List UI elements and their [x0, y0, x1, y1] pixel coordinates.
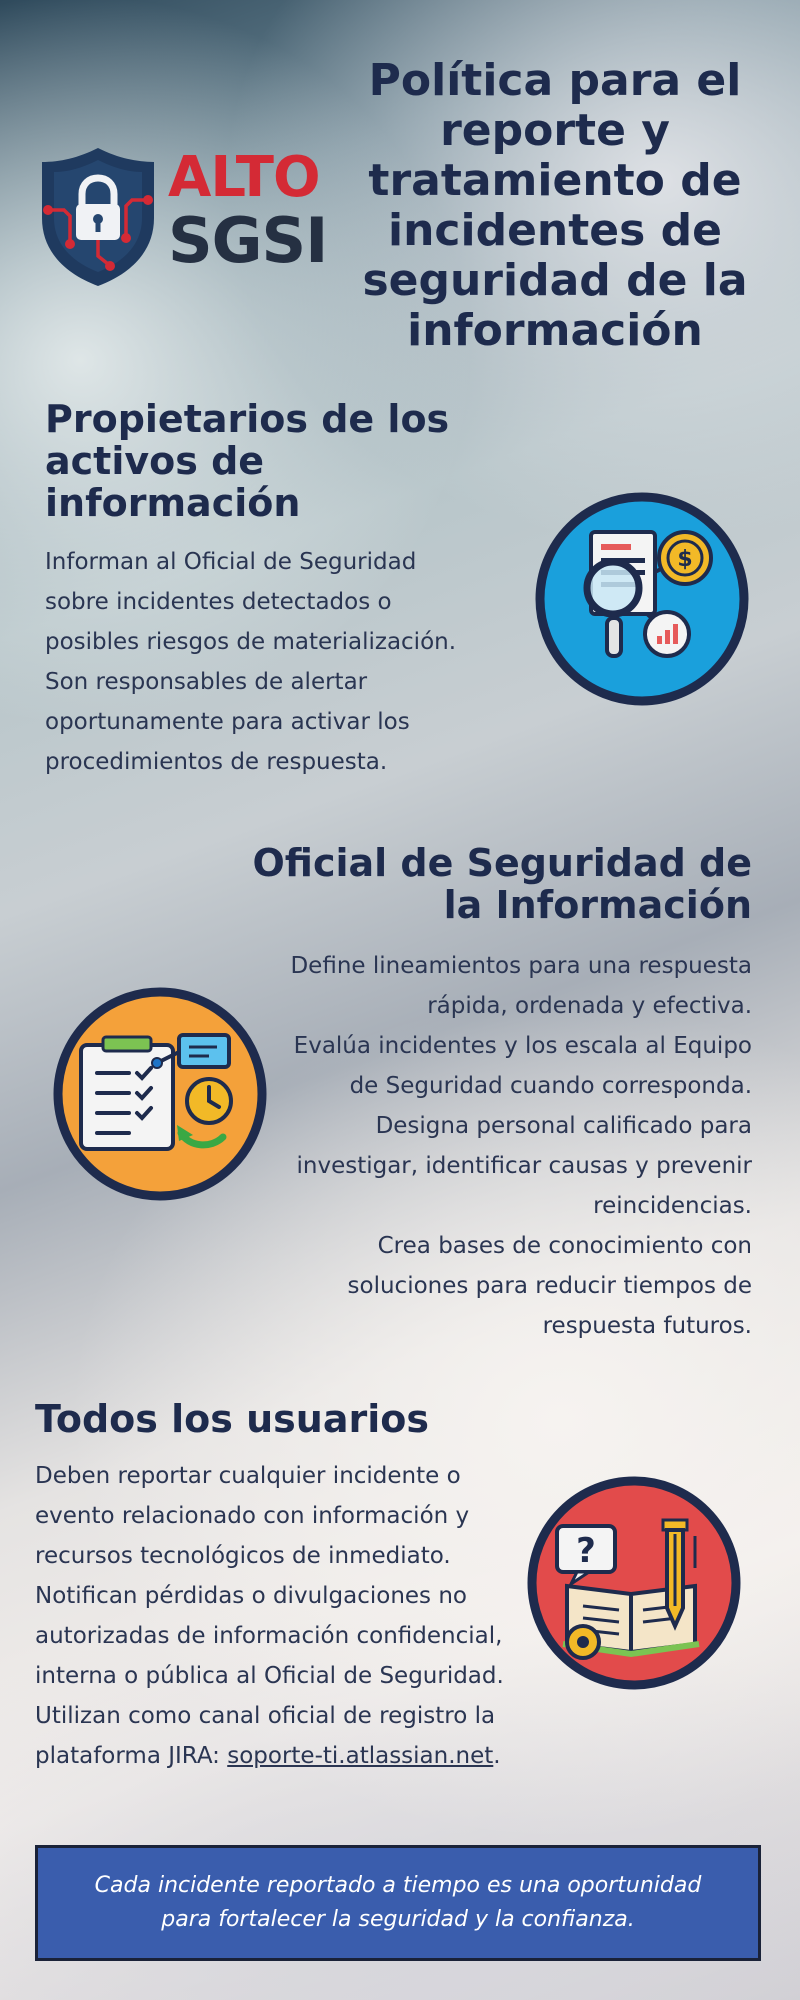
section-title-security-officer: Oficial de Seguridad de la Información [252, 841, 752, 927]
paragraph: Designa personal calificado para investigar, identificar causas y prevenir reincidencias. [296, 1113, 752, 1219]
jira-link[interactable]: soporte-ti.atlassian.net [227, 1743, 494, 1769]
section-text-security-officer [270, 946, 752, 1346]
paragraph: Deben reportar cualquier incidente o evento relacionado con información y recursos tecnológicos de inmediato. [35, 1463, 470, 1569]
section-title-all-users: Todos los usuarios [35, 1397, 429, 1441]
paragraph: Notifican pérdidas o divulgaciones no autorizadas de información confidencial, interna o pública al Oficial de Seguridad. [35, 1583, 504, 1689]
footer-banner [35, 1845, 761, 1961]
book-question-gear-icon [527, 1476, 741, 1690]
logo-wordmark [168, 145, 328, 277]
logo-line-2: SGSI [168, 204, 328, 277]
logo-line-1: ALTO [168, 145, 320, 210]
section-text-all-users [35, 1456, 535, 1776]
clipboard-checklist-clock-icon [53, 987, 267, 1201]
paragraph: Evalúa incidentes y los escala al Equipo de Seguridad cuando corresponda. [293, 1033, 752, 1099]
section-text-owners [45, 542, 485, 782]
footer-message: Cada incidente reportado a tiempo es una oportunidad para fortalecer la seguridad y la confianza. [94, 1873, 702, 1932]
paragraph: Informan al Oficial de Seguridad sobre incidentes detectados o posibles riesgos de materialización. [45, 549, 457, 655]
jira-suffix: . [493, 1743, 501, 1769]
paragraph: Crea bases de conocimiento con soluciones para reducir tiempos de respuesta futuros. [347, 1233, 752, 1339]
jira-text: Utilizan como canal oficial de registro la plataforma JIRA: [35, 1703, 496, 1769]
section-title-owners: Propietarios de los activos de información [45, 397, 450, 525]
paragraph: Define lineamientos para una respuesta rápida, ordenada y efectiva. [290, 953, 752, 1019]
svg-text:?: ? [576, 1531, 596, 1571]
paragraph: Son responsables de alertar oportunamente para activar los procedimientos de respuesta. [45, 669, 410, 775]
page-title: Política para el reporte y tratamiento de incidentes de seguridad de la información [362, 55, 748, 356]
svg-text:$: $ [677, 547, 693, 572]
document-magnifier-coin-icon [535, 492, 749, 706]
paragraph-jira [35, 1696, 535, 1776]
